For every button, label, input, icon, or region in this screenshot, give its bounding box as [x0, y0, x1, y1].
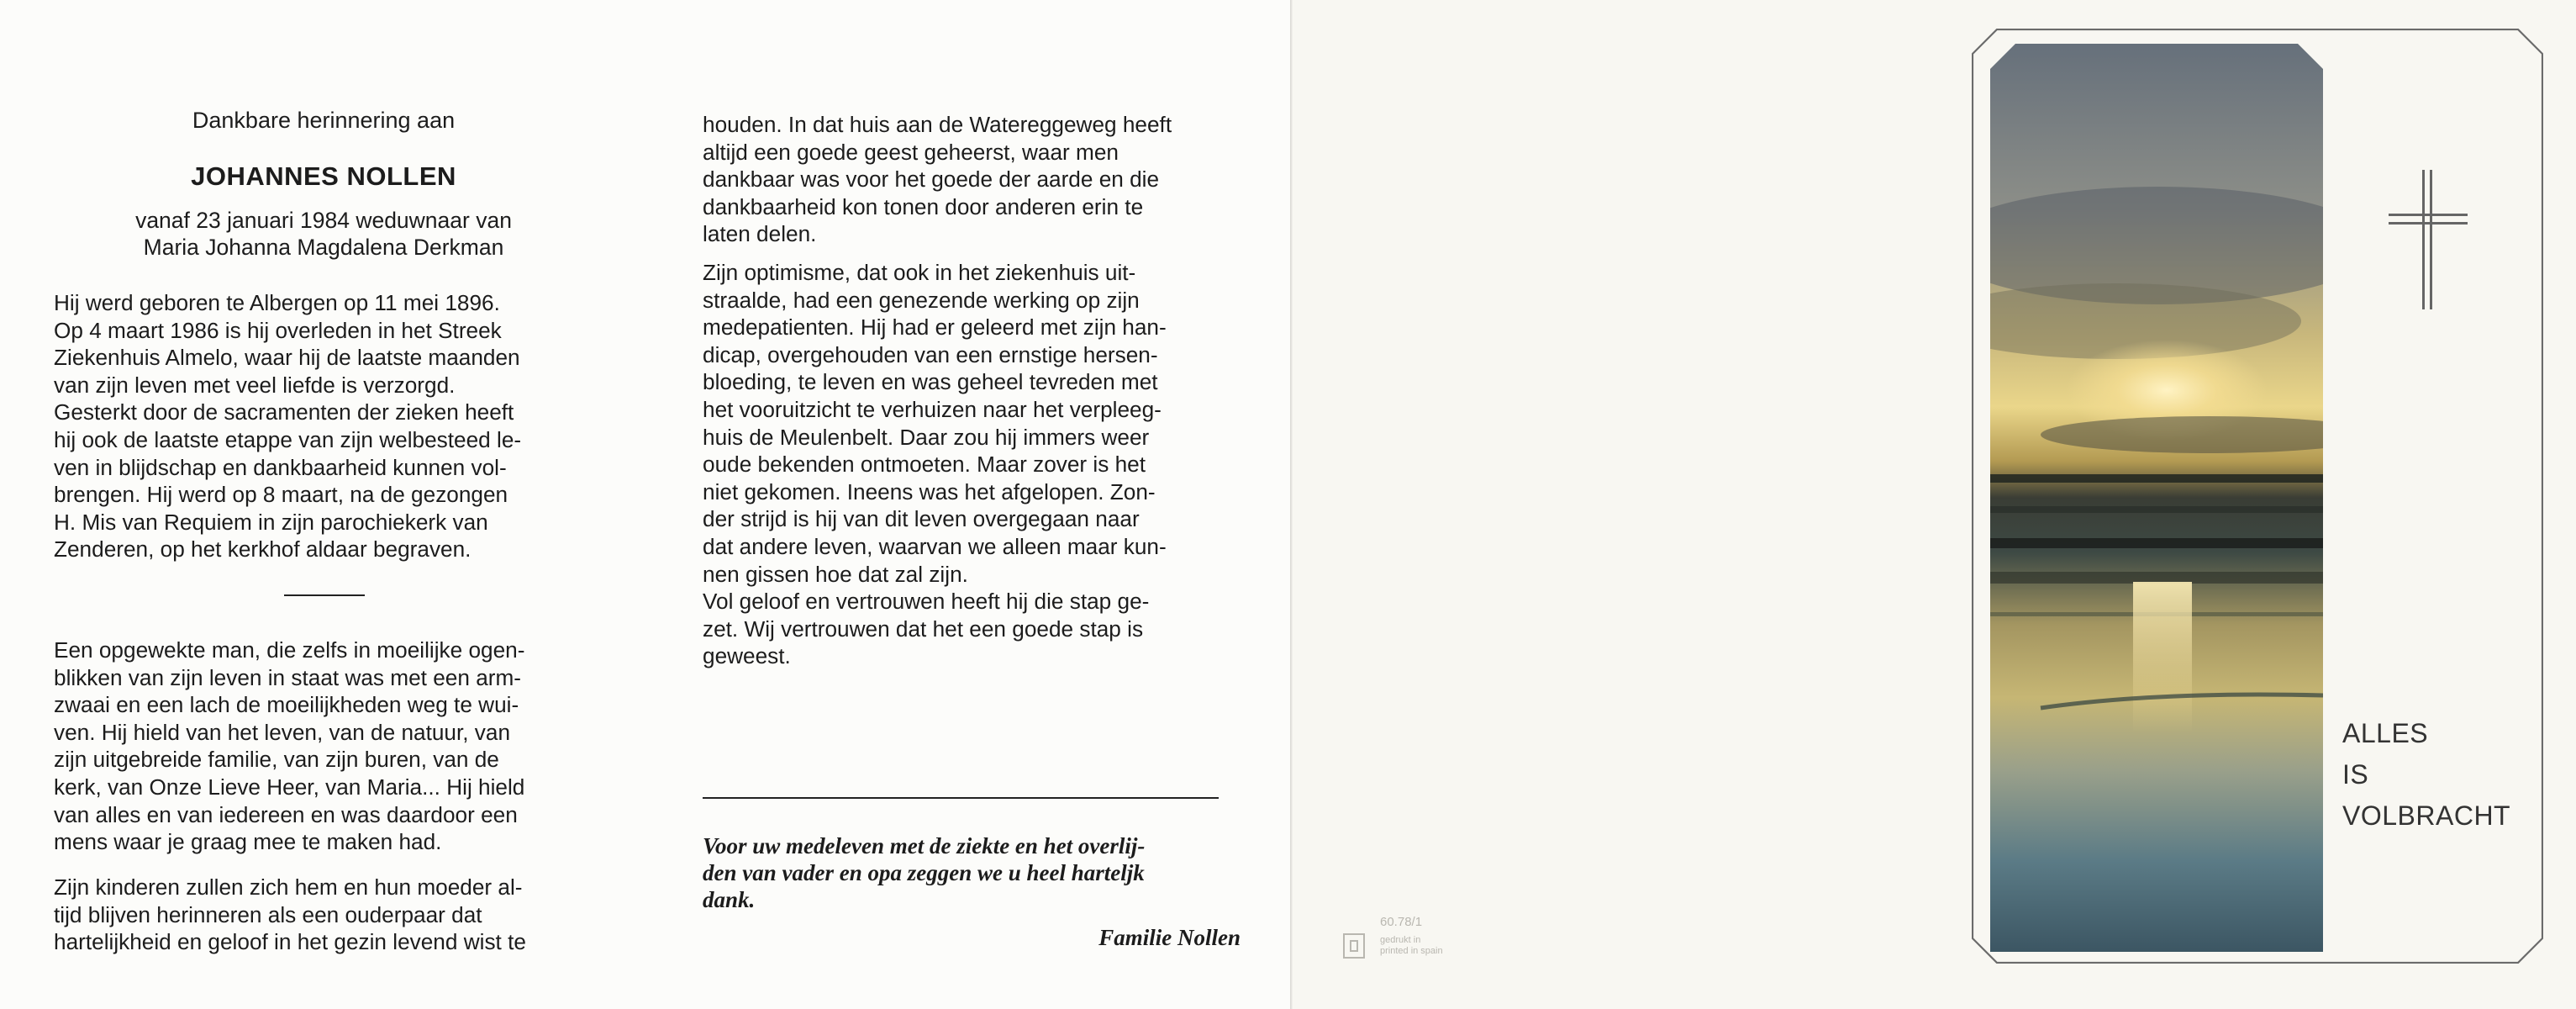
text-line: dank. — [703, 887, 756, 912]
text-line: Zijn kinderen zullen zich hem en hun moeder al- — [54, 874, 523, 900]
text-line: altijd een goede geest geheerst, waar men — [703, 139, 1119, 165]
text-line: bloeding, te leven en was geheel tevreden met — [703, 369, 1158, 395]
text-line: Vol geloof en vertrouwen heeft hij die stap ge- — [703, 589, 1150, 615]
print-note — [1380, 935, 1443, 957]
text-line: dicap, overgehouden van een ernstige hersen- — [703, 341, 1158, 367]
text-line: Gesterkt door de sacramenten der zieken heeft — [54, 399, 514, 425]
children-paragraph — [54, 874, 593, 956]
text-line: het vooruitzicht te verhuizen naar het verpleeg- — [703, 396, 1162, 422]
text-line: oude bekenden ontmoeten. Maar zover is het — [703, 452, 1146, 478]
text-line: dat andere leven, waarvan we alleen maar kun- — [703, 533, 1167, 559]
text-line: dankbaarheid kon tonen door anderen erin te — [703, 193, 1144, 219]
biography-paragraph — [54, 289, 593, 563]
text-line: Een opgewekte man, die zelfs in moeilijke ogen- — [54, 637, 525, 663]
text-line: hij ook de laatste etappe van zijn welbesteed le- — [54, 426, 522, 452]
text-line: ven. Hij hield van het leven, van de natuur, van — [54, 719, 511, 745]
text-line: huis de Meulenbelt. Daar zou hij immers weer — [703, 424, 1150, 450]
text-line: blikken van zijn leven in staat was met een arm- — [54, 664, 522, 690]
text-line: zijn uitgebreide familie, van zijn buren, van de — [54, 747, 499, 773]
sunset-sea-photo — [1990, 44, 2323, 952]
text-line: ven in blijdschap en dankbaarheid kunnen vol- — [54, 454, 507, 480]
print-note-line: printed in spain — [1380, 946, 1443, 956]
optimism-paragraph — [703, 259, 1242, 670]
text-line: medepatienten. Hij had er geleerd met zijn han- — [703, 314, 1167, 341]
print-code: 60.78/1 — [1380, 915, 1423, 929]
cross-icon — [2389, 170, 2468, 309]
separator-dash — [284, 594, 365, 596]
thanks-rule — [703, 797, 1219, 799]
motto-text — [2342, 713, 2510, 837]
text-line: den van vader en opa zeggen we u heel harteljk — [703, 860, 1145, 885]
text-line: Voor uw medeleven met de ziekte en het overlij- — [703, 833, 1146, 858]
text-line: houden. In dat huis aan de Watereggeweg heeft — [703, 112, 1172, 137]
printer-mark — [1343, 915, 1486, 970]
text-line: brengen. Hij werd op 8 maart, na de gezongen — [54, 482, 508, 508]
text-line: Ziekenhuis Almelo, waar hij de laatste maanden — [54, 345, 520, 371]
text-line: geweest. — [703, 643, 791, 669]
text-line: laten delen. — [703, 221, 817, 247]
text-line: hartelijkheid en geloof in het gezin levend wist te — [54, 929, 526, 955]
character-paragraph — [54, 637, 593, 856]
thanks-note — [703, 832, 1242, 913]
text-line: niet gekomen. Ineens was het afgelopen. Zon- — [703, 478, 1156, 504]
printer-logo-icon — [1343, 933, 1365, 959]
house-paragraph — [703, 111, 1242, 248]
motto-line: VOLBRACHT — [2342, 800, 2511, 831]
text-line: mens waar je graag mee te maken had. — [54, 829, 442, 855]
motto-line: IS — [2342, 759, 2369, 790]
text-line: tijd blijven herinneren als een ouderpaar dat — [54, 901, 482, 927]
text-line: Hij werd geboren te Albergen op 11 mei 1896. — [54, 290, 500, 315]
motto-line: ALLES — [2342, 718, 2429, 748]
text-line: Zenderen, op het kerkhof aldaar begraven. — [54, 536, 471, 563]
widower-note — [54, 207, 593, 261]
text-line: zwaai en een lach de moeilijkheden weg te wui- — [54, 692, 519, 718]
print-note-line: gedrukt in — [1380, 935, 1421, 945]
text-line: Zijn optimisme, dat ook in het ziekenhuis uit- — [703, 260, 1136, 285]
text-line: Op 4 maart 1986 is hij overleden in het Streek — [54, 317, 502, 343]
text-line: dankbaar was voor het goede der aarde en die — [703, 166, 1160, 193]
widower-line: vanaf 23 januari 1984 weduwnaar van — [135, 208, 512, 233]
intro-line: Dankbare herinnering aan — [192, 108, 456, 133]
text-line: zet. Wij vertrouwen dat het een goede stap is — [703, 615, 1144, 642]
deceased-name: JOHANNES NOLLEN — [191, 161, 456, 191]
text-line: van alles en van iedereen en was daardoor een — [54, 801, 518, 827]
text-line: kerk, van Onze Lieve Heer, van Maria... Hij hield — [54, 774, 525, 800]
widower-line: Maria Johanna Magdalena Derkman — [143, 235, 504, 260]
family-signature: Familie Nollen — [1098, 925, 1241, 950]
text-line: H. Mis van Requiem in zijn parochiekerk van — [54, 509, 488, 535]
text-line: van zijn leven met veel liefde is verzorgd. — [54, 372, 456, 398]
text-line: der strijd is hij van dit leven overgegaan naar — [703, 506, 1140, 532]
text-line: nen gissen hoe dat zal zijn. — [703, 561, 968, 587]
text-line: straalde, had een genezende werking op zijn — [703, 287, 1140, 313]
